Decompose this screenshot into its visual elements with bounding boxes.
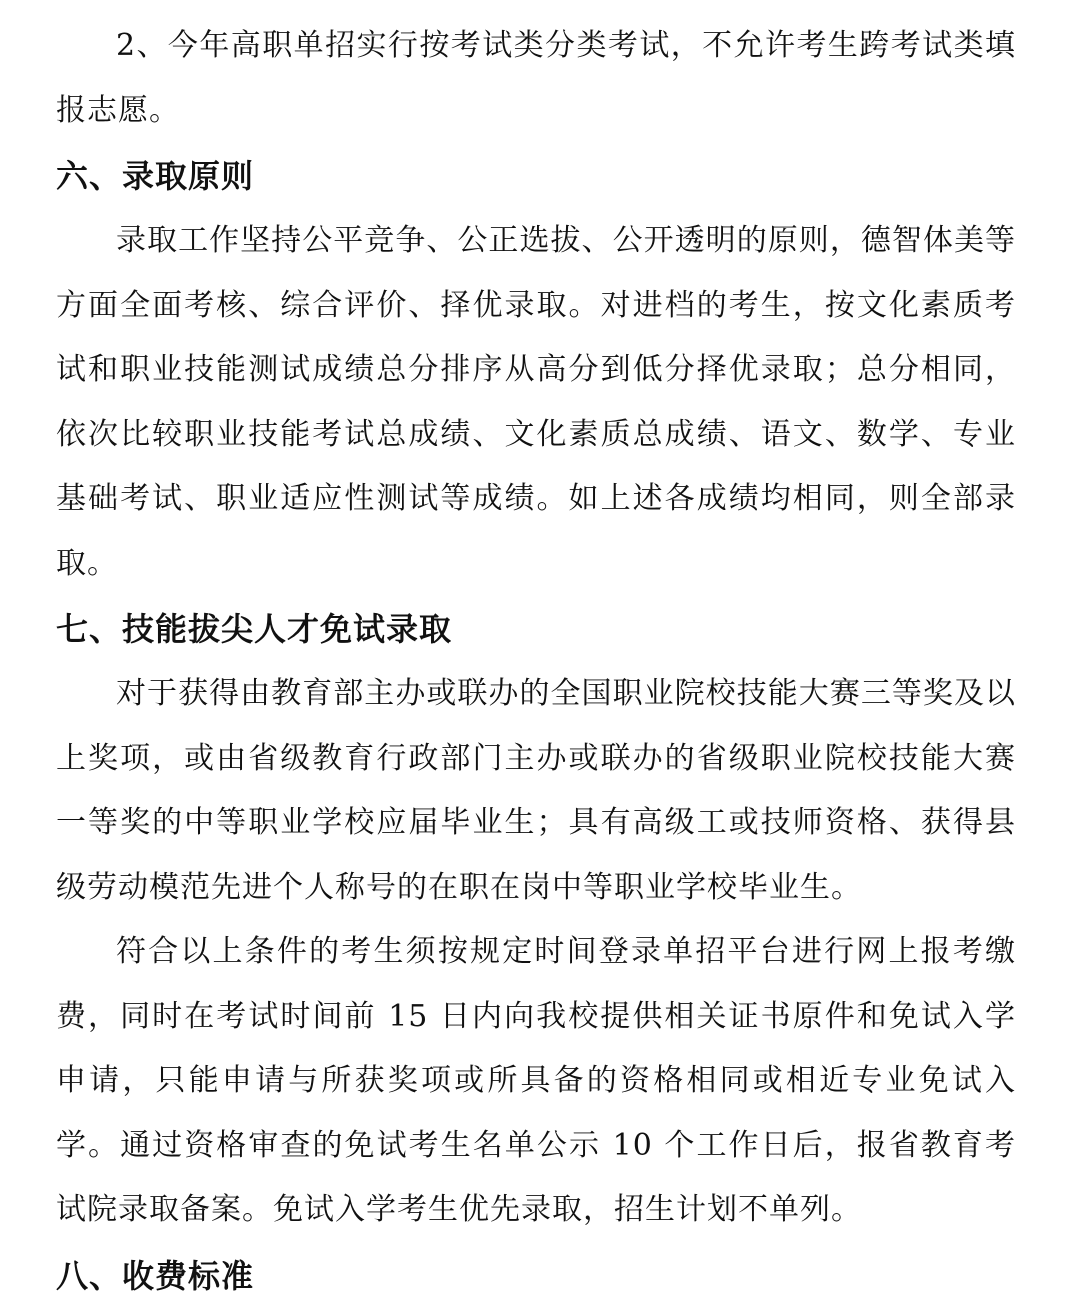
paragraph-exam-category-rule: 2、今年高职单招实行按考试类分类考试，不允许考生跨考试类填报志愿。 xyxy=(56,28,1016,128)
paragraph-exemption-procedure: 符合以上条件的考生须按规定时间登录单招平台进行网上报考缴费，同时在考试时间前 15 日内向我校提供相关证书原件和免试入学申请，只能申请与所获奖项或所具备的资格相同或相近专业免试入学。通过资格审查的免试考生名单公示 10 个工作日后，报省教育考试院录取备案。免试入学考生优先录取，招生计划不单列。 xyxy=(56,934,1016,1227)
section-heading-admission-principles: 六、录取原则 xyxy=(56,157,255,195)
document-page xyxy=(56,0,1016,1309)
section-heading-skill-talent-exemption: 七、技能拔尖人才免试录取 xyxy=(56,610,453,648)
section-heading-fee-standard: 八、收费标准 xyxy=(56,1256,255,1295)
paragraph-admission-principles: 录取工作坚持公平竞争、公正选拔、公开透明的原则，德智体美等方面全面考核、综合评价、择优录取。对进档的考生，按文化素质考试和职业技能测试成绩总分排序从高分到低分择优录取；总分相同，依次比较职业技能考试总成绩、文化素质总成绩、语文、数学、专业基础考试、职业适应性测试等成绩。如上述各成绩均相同，则全部录取。 xyxy=(56,223,1016,581)
paragraph-exemption-eligibility: 对于获得由教育部主办或联办的全国职业院校技能大赛三等奖及以上奖项，或由省级教育行政部门主办或联办的省级职业院校技能大赛一等奖的中等职业学校应届毕业生；具有高级工或技师资格、获得县级劳动模范先进个人称号的在职在岗中等职业学校毕业生。 xyxy=(56,676,1016,905)
